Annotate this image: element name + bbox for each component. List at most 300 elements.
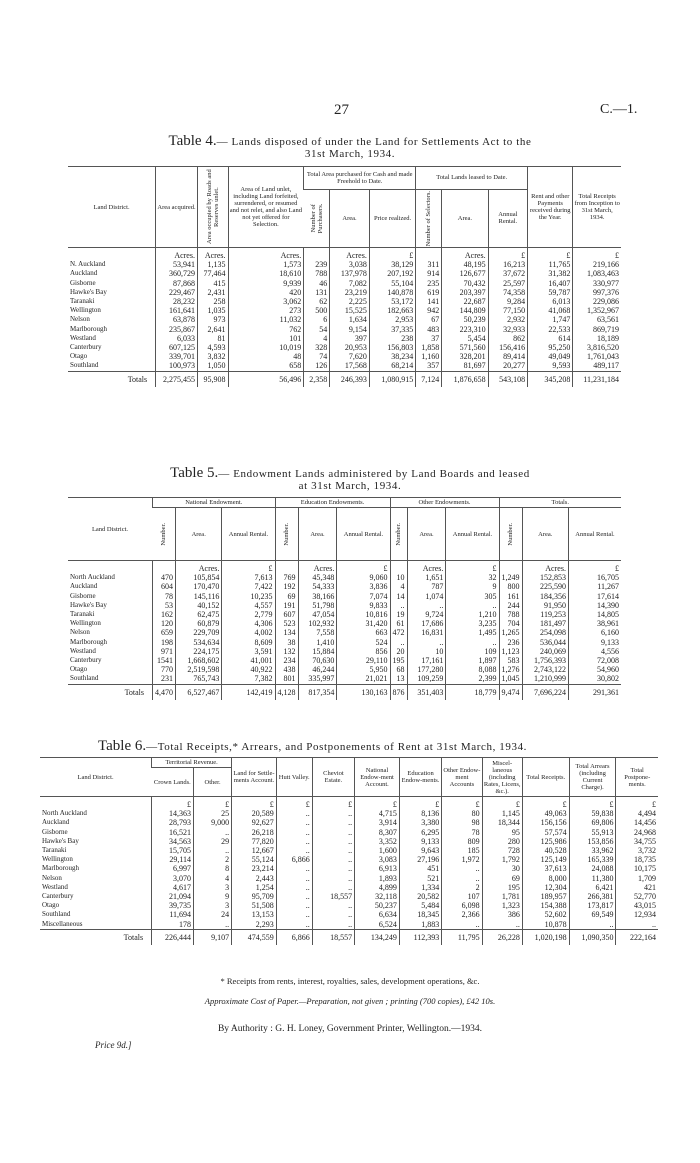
table-cell: 184,356 <box>522 592 568 601</box>
table-cell: Hawke's Bay <box>42 836 79 845</box>
table-cell: 77,150 <box>488 306 528 315</box>
table-cell: 973 <box>197 315 228 324</box>
table-cell: 15,705 <box>152 846 194 855</box>
table-cell: 1,781 <box>482 892 522 901</box>
table-cell: 1,210 <box>446 610 499 619</box>
table-cell: 351,403 <box>407 684 446 700</box>
table-cell: Southland <box>42 910 71 919</box>
table-cell: £ <box>573 248 621 261</box>
table-cell: 15,884 <box>298 647 337 656</box>
table-cell: 659 <box>153 628 176 637</box>
t4-header-district: Land District. <box>68 167 156 248</box>
table-cell: 1,249 <box>499 573 522 582</box>
table-cell: .. <box>276 809 312 818</box>
table-cell: £ <box>569 797 616 810</box>
t6-header-receipts: Total Receipts. <box>522 758 569 797</box>
table-cell: 78 <box>153 592 176 601</box>
table-cell: 134,249 <box>355 929 400 945</box>
table-cell: 178 <box>152 920 194 930</box>
table-cell: Totals <box>68 684 153 700</box>
t4-header-leased: Total Lands leased to Date. <box>416 167 528 190</box>
table-cell: 311 <box>416 260 442 269</box>
table-cell: 77,820 <box>232 837 277 846</box>
table-cell: 23,219 <box>330 288 370 297</box>
table-cell: 165,339 <box>569 855 616 864</box>
table-cell: 50,239 <box>442 315 488 324</box>
table-cell: 765,743 <box>176 674 222 684</box>
table-cell: .. <box>194 828 232 837</box>
table-cell: £ <box>152 797 194 810</box>
table-row <box>68 601 621 610</box>
table-row <box>40 828 658 837</box>
table-cell: Auckland <box>70 582 98 591</box>
units-row <box>40 797 658 810</box>
table-cell: 112,393 <box>399 929 441 945</box>
table-cell: 856 <box>337 647 390 656</box>
table-cell: Acres. <box>197 248 228 261</box>
cost-of-paper: Approximate Cost of Paper.—Preparation, not given ; printing (700 copies), £42 10s. <box>204 996 496 1006</box>
table-cell: 7,382 <box>222 674 275 684</box>
table-cell: 280 <box>482 837 522 846</box>
table-cell: 8,609 <box>222 638 275 647</box>
table-cell: 536,044 <box>522 638 568 647</box>
table-5-title-text: — Endowment Lands administered by Land Boards and leased <box>218 468 530 480</box>
table-cell: 43,015 <box>616 901 658 910</box>
table-cell: Otago <box>42 901 60 910</box>
table-cell: 9,724 <box>407 610 446 619</box>
table-cell: 141 <box>416 297 442 306</box>
table-row <box>40 883 658 892</box>
table-cell: 663 <box>337 628 390 637</box>
t4-header-rental: Annual Rental. <box>488 189 528 247</box>
table-cell: 152,853 <box>522 573 568 582</box>
table-cell: 48,195 <box>442 260 488 269</box>
t5-header-area: Area. <box>176 508 222 561</box>
table-cell: 11,694 <box>152 910 194 919</box>
table-cell: 357 <box>416 361 442 371</box>
table-cell: 421 <box>616 883 658 892</box>
table-row <box>68 325 621 334</box>
table-cell: 9,133 <box>568 638 621 647</box>
table-cell: 11,765 <box>528 260 573 269</box>
table-cell: 156,156 <box>522 818 569 827</box>
table-cell: .. <box>407 601 446 610</box>
table-cell: 52,602 <box>522 910 569 919</box>
table-cell: 997,376 <box>573 288 621 297</box>
table-cell: 1,883 <box>399 920 441 930</box>
table-cell: 8,307 <box>355 828 400 837</box>
table-cell: 4,617 <box>152 883 194 892</box>
table-cell: 9,154 <box>330 325 370 334</box>
table-cell: 5,454 <box>442 334 488 343</box>
table-cell: 182,663 <box>369 306 415 315</box>
table-cell: 48 <box>228 352 304 361</box>
table-cell: .. <box>276 837 312 846</box>
table-cell: .. <box>442 920 482 930</box>
table-cell: 7,074 <box>337 592 390 601</box>
t4-header-price: Price realized. <box>369 189 415 247</box>
table-cell: .. <box>312 920 354 930</box>
table-cell: 2,779 <box>222 610 275 619</box>
table-cell: 1,210,999 <box>522 674 568 684</box>
table-cell: 3,083 <box>355 855 400 864</box>
table-cell: .. <box>312 883 354 892</box>
table-cell: 7,124 <box>416 371 442 387</box>
table-cell: 20,589 <box>232 809 277 818</box>
table-cell: North Auckland <box>70 573 115 582</box>
table-cell: 102,932 <box>298 619 337 628</box>
table-cell: 192 <box>275 582 298 591</box>
table-cell <box>153 561 176 574</box>
table-cell: Totals <box>68 371 156 387</box>
table-cell: 69,806 <box>569 818 616 827</box>
table-cell: 801 <box>275 674 298 684</box>
table-cell: 6,098 <box>442 901 482 910</box>
table-cell: 24,088 <box>569 864 616 873</box>
table-cell: 240,069 <box>522 647 568 656</box>
table-cell: 9 <box>194 892 232 901</box>
table-6 <box>40 757 658 945</box>
t5-header-other: Other Endowments. <box>390 498 499 508</box>
table-cell: 74,358 <box>488 288 528 297</box>
table-cell: 6,866 <box>276 855 312 864</box>
table-cell: 28,793 <box>152 818 194 827</box>
table-4 <box>68 166 621 387</box>
table-cell: 6 <box>304 315 330 324</box>
table-cell: 2,953 <box>369 315 415 324</box>
table-cell: Canterbury <box>70 343 102 352</box>
table-cell: 3,816,520 <box>573 343 621 352</box>
table-cell: 246,393 <box>330 371 370 387</box>
table-cell: 51,798 <box>298 601 337 610</box>
t4-header-roads: Area occupied by Roads and Reserves unlet. <box>197 167 228 248</box>
table-cell: 185 <box>442 846 482 855</box>
table-cell: 18,557 <box>312 892 354 901</box>
table-cell: 1,083,463 <box>573 269 621 278</box>
table-cell: 130,163 <box>337 684 390 700</box>
t6-header-cheviot: Cheviot Estate. <box>312 758 354 797</box>
t4-header-purchasers: Number of Purchasers. <box>304 189 330 247</box>
table-cell: Acres. <box>330 248 370 261</box>
table-cell: .. <box>312 855 354 864</box>
totals-row <box>40 929 658 945</box>
table-cell: 524 <box>337 638 390 647</box>
table-cell: Canterbury <box>42 892 74 901</box>
table-cell: 89,414 <box>488 352 528 361</box>
table-cell: 339,701 <box>156 352 198 361</box>
table-cell: £ <box>488 248 528 261</box>
document-reference: C.—1. <box>600 102 638 117</box>
table-cell: 37,672 <box>488 269 528 278</box>
table-cell: 47,054 <box>298 610 337 619</box>
table-cell: Gisborne <box>70 278 96 287</box>
table-cell: .. <box>569 920 616 930</box>
table-cell: £ <box>312 797 354 810</box>
table-cell: 869,719 <box>573 325 621 334</box>
table-cell: 22,533 <box>528 325 573 334</box>
table-cell: 16,407 <box>528 279 573 288</box>
table-cell: £ <box>276 797 312 810</box>
table-cell: 6,524 <box>355 920 400 930</box>
table-row <box>68 573 621 582</box>
table-cell: 1,080,915 <box>369 371 415 387</box>
table-cell: 239 <box>304 260 330 269</box>
table-cell: Miscellaneous <box>42 919 83 928</box>
table-cell: 1,135 <box>197 260 228 269</box>
t4-header-purchase-area: Area. <box>330 189 370 247</box>
table-cell: 68,214 <box>369 361 415 371</box>
table-cell: .. <box>446 601 499 610</box>
table-cell: 54,333 <box>298 582 337 591</box>
table-cell: 1,410 <box>298 638 337 647</box>
table-cell: 862 <box>488 334 528 343</box>
table-cell: Gisborne <box>70 591 96 600</box>
table-cell: 2,743,122 <box>522 665 568 674</box>
table-cell: 1,145 <box>482 809 522 818</box>
table-cell: 238 <box>369 334 415 343</box>
table-cell: 92,627 <box>232 818 277 827</box>
table-cell: 49,049 <box>528 352 573 361</box>
table-cell: 16,213 <box>488 260 528 269</box>
table-cell: 4,715 <box>355 809 400 818</box>
table-cell: 8,136 <box>399 809 441 818</box>
table-cell: 20,277 <box>488 361 528 371</box>
table-cell: Nelson <box>70 628 90 637</box>
table-cell: Southland <box>70 361 99 370</box>
table-cell: 70,432 <box>442 279 488 288</box>
table-cell: .. <box>312 828 354 837</box>
table-cell: .. <box>276 920 312 930</box>
table-cell: 607 <box>275 610 298 619</box>
table-cell: 2,519,598 <box>176 665 222 674</box>
table-cell: 3,380 <box>399 818 441 827</box>
table-cell: 229,709 <box>176 628 222 637</box>
table-cell: 18,610 <box>228 269 304 278</box>
table-cell: 137,978 <box>330 269 370 278</box>
table-cell: 119,253 <box>522 610 568 619</box>
table-cell: 1,876,658 <box>442 371 488 387</box>
table-cell: 40,152 <box>176 601 222 610</box>
table-cell: Acres. <box>522 561 568 574</box>
table-cell: 534,634 <box>176 638 222 647</box>
table-cell: 16,521 <box>152 828 194 837</box>
table-row <box>68 315 621 324</box>
table-cell: 1,090,350 <box>569 929 616 945</box>
table-cell: 55,124 <box>232 855 277 864</box>
table-cell: .. <box>312 837 354 846</box>
t5-header-area: Area. <box>407 508 446 561</box>
table-cell: 1,495 <box>446 628 499 637</box>
table-cell: 32,118 <box>355 892 400 901</box>
table-cell: 236 <box>499 638 522 647</box>
table-cell: 60,879 <box>176 619 222 628</box>
table-cell: 17,568 <box>330 361 370 371</box>
table-cell: 4,593 <box>197 343 228 352</box>
table-cell: 29 <box>194 837 232 846</box>
table-cell: 203,397 <box>442 288 488 297</box>
table-row <box>40 855 658 864</box>
table-cell: 1,792 <box>482 855 522 864</box>
table-6-title-text: —Total Receipts,* Arrears, and Postponements of Rent at 31st March, 1934. <box>146 741 528 753</box>
table-cell: Taranaki <box>42 846 67 855</box>
table-cell: 2,399 <box>446 674 499 684</box>
table-cell: 21,094 <box>152 892 194 901</box>
table-cell: 3 <box>194 883 232 892</box>
table-cell: 54,960 <box>568 665 621 674</box>
table-cell: Acres. <box>176 561 222 574</box>
t5-header-rental: Annual Rental. <box>446 508 499 561</box>
table-cell: 4,128 <box>275 684 298 700</box>
table-cell: 10,816 <box>337 610 390 619</box>
t5-header-number: Number. <box>390 508 407 561</box>
table-cell: 10,175 <box>616 864 658 873</box>
table-cell: 31,420 <box>337 619 390 628</box>
table-cell: 1,254 <box>232 883 277 892</box>
price: Price 9d.] <box>95 1040 132 1050</box>
table-cell: 231 <box>153 674 176 684</box>
table-cell: 11,231,184 <box>573 371 621 387</box>
table-cell: 25,597 <box>488 279 528 288</box>
table-row <box>68 297 621 306</box>
table-cell: 9,939 <box>228 279 304 288</box>
table-cell: 37,335 <box>369 325 415 334</box>
t6-header-arrears: Total Arrears (including Current Charge). <box>569 758 616 797</box>
table-row <box>68 361 621 371</box>
table-cell: 4,470 <box>153 684 176 700</box>
table-cell: 23,214 <box>232 864 277 873</box>
table-cell: 4 <box>304 334 330 343</box>
table-cell: .. <box>312 864 354 873</box>
table-cell: 1,972 <box>442 855 482 864</box>
table-cell: 3,062 <box>228 297 304 306</box>
table-cell: 2,293 <box>232 920 277 930</box>
table-cell: 50,237 <box>355 901 400 910</box>
table-cell: 254,098 <box>522 628 568 637</box>
table-cell: 9,133 <box>399 837 441 846</box>
table-cell: 59,787 <box>528 288 573 297</box>
table-cell: 29,110 <box>337 656 390 665</box>
table-cell: 1,668,602 <box>176 656 222 665</box>
table-cell: 500 <box>304 306 330 315</box>
table-cell: 787 <box>407 582 446 591</box>
table-cell <box>40 797 152 810</box>
table-cell: £ <box>446 561 499 574</box>
table-6-label: Table 6. <box>98 738 147 754</box>
table-cell: 415 <box>197 279 228 288</box>
table-cell: 25 <box>194 809 232 818</box>
table-cell: £ <box>355 797 400 810</box>
table-cell: 59,838 <box>569 809 616 818</box>
table-cell: 18,735 <box>616 855 658 864</box>
table-cell: 328,201 <box>442 352 488 361</box>
table-cell: 100,973 <box>156 361 198 371</box>
table-cell: 52,770 <box>616 892 658 901</box>
table-cell: 604 <box>153 582 176 591</box>
table-cell: .. <box>276 828 312 837</box>
table-cell: 521 <box>399 874 441 883</box>
table-cell: .. <box>312 809 354 818</box>
table-cell: 6,997 <box>152 864 194 873</box>
table-cell: 61 <box>390 619 407 628</box>
table-cell: 971 <box>153 647 176 656</box>
t6-header-district: Land District. <box>40 758 152 797</box>
table-cell: 942 <box>416 306 442 315</box>
table-cell: 4 <box>194 874 232 883</box>
table-cell: 80 <box>442 809 482 818</box>
table-cell: 6,013 <box>528 297 573 306</box>
table-cell: 45,348 <box>298 573 337 582</box>
table-cell: 244 <box>499 601 522 610</box>
table-4-title-text: — Lands disposed of under the Land for Settlements Act to the <box>216 136 532 148</box>
units-row <box>68 248 621 261</box>
table-cell: 6,634 <box>355 910 400 919</box>
table-cell: 704 <box>499 619 522 628</box>
table-cell: 7,613 <box>222 573 275 582</box>
table-cell: 53,941 <box>156 260 198 269</box>
table-cell: 3,070 <box>152 874 194 883</box>
table-cell: 55,913 <box>569 828 616 837</box>
table-row <box>40 837 658 846</box>
table-cell: Westland <box>70 333 96 342</box>
table-4-label: Table 4. <box>168 133 217 149</box>
table-row <box>40 892 658 901</box>
table-cell: 8,088 <box>446 665 499 674</box>
table-row <box>68 665 621 674</box>
table-cell: 74 <box>304 352 330 361</box>
t6-header-postponements: Total Postpone-ments. <box>616 758 658 797</box>
table-cell: 54 <box>304 325 330 334</box>
table-cell: .. <box>407 638 446 647</box>
table-cell: 9,474 <box>499 684 522 700</box>
table-row <box>68 334 621 343</box>
table-cell: 126,677 <box>442 269 488 278</box>
table-cell: 177,280 <box>407 665 446 674</box>
t6-header-national: National Endow-ment Account. <box>355 758 400 797</box>
table-cell: 769 <box>275 573 298 582</box>
table-cell: 397 <box>330 334 370 343</box>
table-cell: 142,419 <box>222 684 275 700</box>
table-cell: 5,950 <box>337 665 390 674</box>
table-cell: £ <box>194 797 232 810</box>
table-cell: 14,390 <box>568 601 621 610</box>
table-cell: 1,334 <box>399 883 441 892</box>
table-cell: 222,164 <box>616 929 658 945</box>
table-cell: Acres. <box>298 561 337 574</box>
table-cell: .. <box>312 901 354 910</box>
table-cell: Acres. <box>407 561 446 574</box>
table-cell: 20 <box>390 647 407 656</box>
table-row <box>40 874 658 883</box>
table-cell: 40,922 <box>222 665 275 674</box>
table-cell: .. <box>194 920 232 930</box>
table-cell: 9 <box>446 582 499 591</box>
table-cell: .. <box>276 910 312 919</box>
table-cell: 6,033 <box>156 334 198 343</box>
t4-header-purchased: Total Area purchased for Cash and made Freehold to Date. <box>304 167 416 190</box>
table-cell: 2,366 <box>442 910 482 919</box>
t5-header-number: Number. <box>275 508 298 561</box>
table-cell: 17,161 <box>407 656 446 665</box>
table-cell: 360,729 <box>156 269 198 278</box>
table-cell: 335,997 <box>298 674 337 684</box>
table-cell <box>390 561 407 574</box>
table-cell: .. <box>390 638 407 647</box>
table-cell: 27,196 <box>399 855 441 864</box>
table-cell: 7,082 <box>330 279 370 288</box>
table-cell: 81,697 <box>442 361 488 371</box>
table-cell: 1,573 <box>228 260 304 269</box>
table-cell: 3,352 <box>355 837 400 846</box>
